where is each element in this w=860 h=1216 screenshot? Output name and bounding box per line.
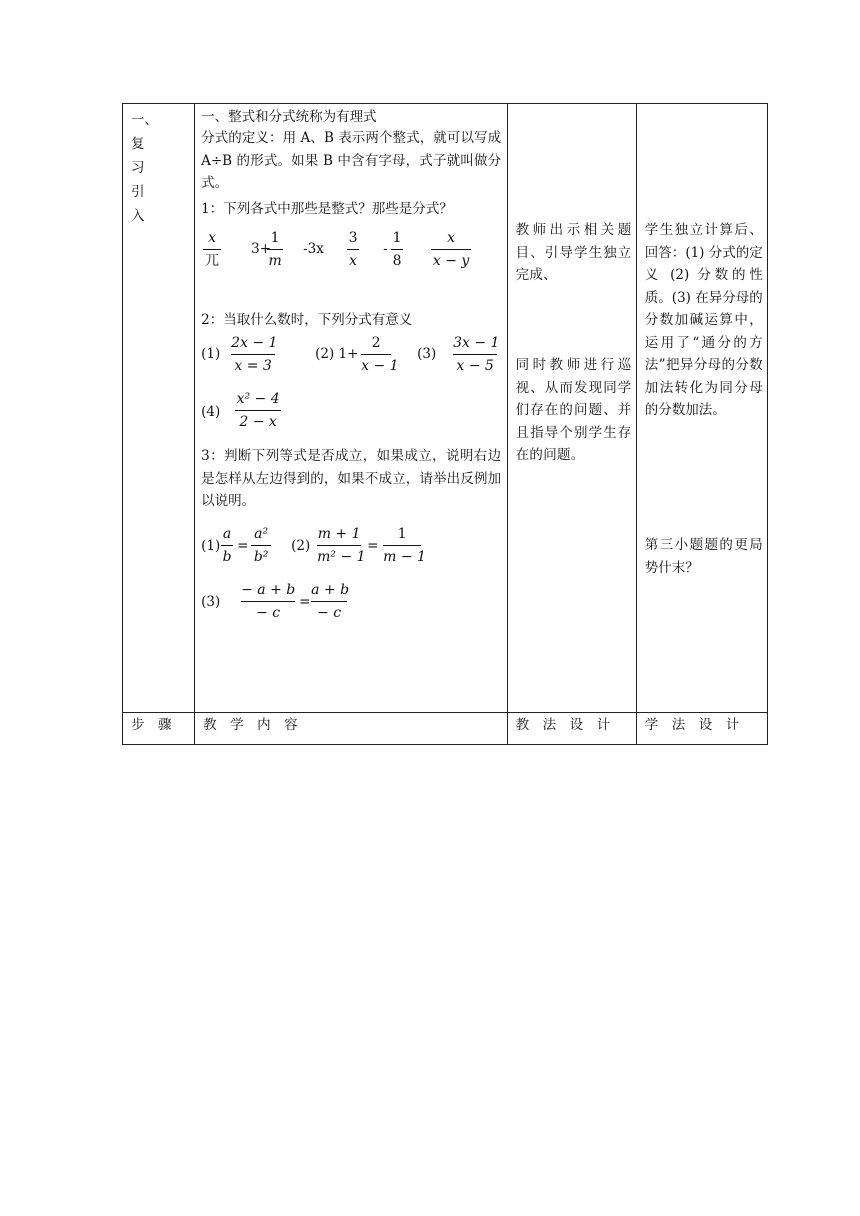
q1-expr-4: 3 x xyxy=(348,230,358,269)
q2-expr-2: 2 x − 1 xyxy=(361,335,399,374)
q1-expr-5: 1 8 xyxy=(392,230,402,269)
q2-expr-4: x² − 4 2 − x xyxy=(236,391,280,430)
footer-study: 学 法 设 计 xyxy=(636,713,767,745)
study-text-2: 第三小题题的更局势什末？ xyxy=(644,537,763,576)
q3-eq2-left: m + 1 m² − 1 xyxy=(317,526,366,565)
step-label: 一、复习引入 xyxy=(131,112,158,224)
q1-expr-1: x 兀 xyxy=(205,230,220,269)
q2-expr-3: 3x − 1 x − 5 xyxy=(453,335,500,374)
question-3: 3：判断下列等式是否成立，如果成立，说明右边是怎样从左边得到的，如果不成立，请举出反例加以说明。 xyxy=(201,448,502,509)
lesson-plan-table xyxy=(122,103,768,745)
steps-cell xyxy=(123,104,195,713)
header-row xyxy=(123,713,768,745)
method-text-1: 教师出示相关题目、引导学生独立完成、 xyxy=(515,222,632,283)
q3-eq3-left: − a + b − c xyxy=(241,582,296,621)
question-2: 2：当取什么数时，下列分式有意义 xyxy=(201,312,413,328)
study-text-1: 学生独立计算后、回答：(1) 分式的定义 (2) 分数的性质。(3) 在异分母的分数加碱运算中，运用了“通分的方法”把异分母的分数加法转化为同分母的分数加法。 xyxy=(644,222,763,418)
q3-eq1-left: a b xyxy=(222,526,232,565)
footer-content: 教 学 内 容 xyxy=(195,713,507,745)
main-row xyxy=(123,104,768,713)
question-1: 1：下列各式中那些是整式？那些是分式？ xyxy=(201,201,453,217)
footer-method: 教 法 设 计 xyxy=(507,713,636,745)
q3-eq3-right: a + b − c xyxy=(311,582,350,621)
fraction-definition: 分式的定义：用 A、B 表示两个整式，就可以写成 A÷B 的形式。如果 B 中含有字母，式子就叫做分式。 xyxy=(201,130,502,191)
q1-expr-2: 1 m xyxy=(268,230,282,269)
q3-eq2-right: 1 m − 1 xyxy=(383,526,426,565)
q3-eq1-right: a² b² xyxy=(251,524,271,567)
method-text-2: 同时教师进行巡视、从而发现同学们存在的问题、并且指导个别学生存在的问题。 xyxy=(515,357,632,463)
q1-expr-6: x x − y xyxy=(432,230,470,269)
q1-expr-3: -3x xyxy=(303,241,324,257)
q2-expr-1: 2x − 1 x = 3 xyxy=(231,335,278,374)
content-cell: 一、整式和分式统称为有理式 分式的定义：用 A、B 表示两个整式，就可以写成 A÷B 的形式。如果 B 中含有字母，式子就叫做分式。 1：下列各式中那些是整式？那些是分式？ x 兀 3+ 1 m -3x 3 x - 1 8 x x − y 2：当取什么数时，下列分式有意义 (1) 2x − 1 x = 3 (2) 1+ 2 x − 1 (3) 3x − 1 x − 5 (4) x² − 4 2 − x 3：判断下列等式是否成立，如果成立，说明右边是怎样从左边得到的，如果不成立，请举出反例加以说明。 (1) a b = a² b² (2) m + 1 m² − 1 = 1 m − 1 (3) − a + b − c = a + b − c xyxy=(195,104,507,713)
method-cell xyxy=(507,104,636,713)
footer-steps: 步 骤 xyxy=(123,713,195,745)
study-cell xyxy=(636,104,767,713)
content-heading: 一、整式和分式统称为有理式 xyxy=(201,109,377,125)
